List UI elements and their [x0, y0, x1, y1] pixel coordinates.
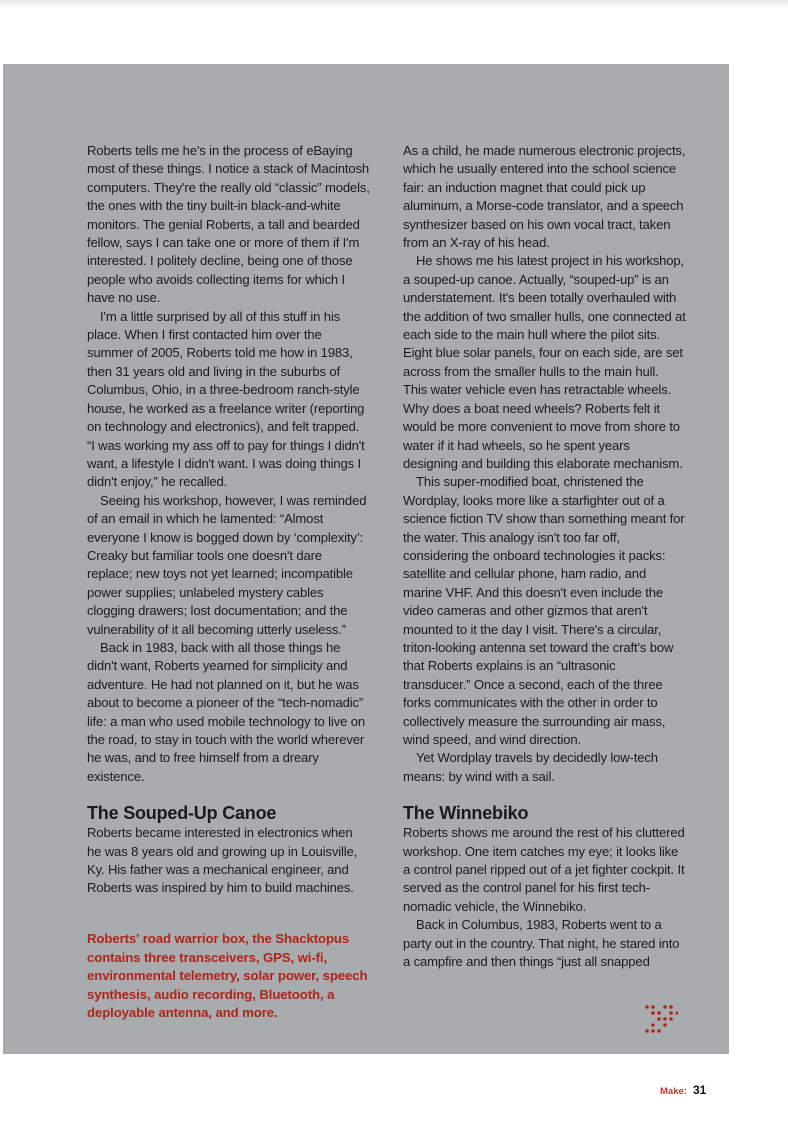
paragraph: Seeing his workshop, however, I was reminded of an email in which he lamented: “Almost everyone I know is bogged down by ‘complexity’: Creaky but familiar tools one doesn't dare replace; new toys not yet learned; incompatible power supplies; unlabeled mystery cables clogging drawers; lost documentation; and the vulnerability of it all becoming utterly useless.” — [87, 492, 367, 637]
page-number: 31 — [692, 1083, 707, 1097]
paragraph: Back in Columbus, 1983, Roberts went to a party out in the country. That night, he stared into a campfire and then things “just all snapped — [403, 917, 680, 970]
paragraph: Roberts tells me he's in the process of eBaying most of these things. I notice a stack of Macintosh computers. They're the really old “classic” models, the ones with the tiny built-in black-and-white monitors. The genial Roberts, a tall and bearded fellow, says I can take one or more of them if I'm interested. I politely decline, being one of those people who avoids collecting items for which I have no use. — [87, 143, 370, 306]
paragraph: This super-modified boat, christened the Wordplay, looks more like a starfighter out of a science fiction TV show than something meant for the water. This analogy isn't too far off, considering the onboard technologies it packs: satellite and cellular phone, ham radio, and marine VHF. And this doesn't even include the video cameras and other gizmos that aren't mounted to it the day I visit. There's a circular, triton-looking antenna set toward the craft's bow that Roberts explains is an “ultrasonic transducer.” Once a second, each of the three forks communicates with the other in order to collectively measure the surrounding air mass, wind speed, and wind direction. — [403, 474, 685, 747]
paragraph: Roberts became interested in electronics when he was 8 years old and growing up in Louisville, Ky. His father was a mechanical engineer, and Roberts was inspired by him to build machines. — [87, 825, 358, 896]
left-column — [87, 142, 370, 898]
brand-logo: Make: — [660, 1086, 687, 1097]
page-footer — [660, 1083, 706, 1097]
scan-edge — [0, 0, 788, 8]
paragraph: He shows me his latest project in his workshop, a souped-up canoe. Actually, “souped-up” is an understatement. It's been totally overhauled with the addition of two smaller hulls, one connected at each side to the main hull where the pilot sits. Eight blue solar panels, four on each side, are set across from the smaller hulls to the main hull. This water vehicle even has retractable wheels. Why does a boat need wheels? Roberts felt it would be more convenient to move from shore to water if it had wheels, so he spent years designing and building this elaborate mechanism. — [403, 253, 686, 471]
photo-caption: Roberts' road warrior box, the Shacktopus contains three transceivers, GPS, wi-fi, environmental telemetry, solar power, speech synthesis, audio recording, Bluetooth, a deployable antenna, and more. — [87, 931, 368, 1020]
paragraph: As a child, he made numerous electronic projects, which he usually entered into the school science fair: an induction magnet that could pick up aluminum, a Morse-code translator, and a speech synthesizer based on his own vocal tract, taken from an X-ray of his head. — [403, 143, 686, 251]
paragraph: Yet Wordplay travels by decidedly low-tech means: by wind with a sail. — [403, 750, 658, 784]
right-column — [403, 142, 686, 971]
paragraph: Back in 1983, back with all those things he didn't want, Roberts yearned for simplicity and adventure. He had not planned on it, but he was about to become a pioneer of the “tech-nomadic” life: a man who used mobile technology to live on the road, to stay in touch with the world wherever he was, and to free himself from a dreary existence. — [87, 639, 365, 784]
continue-dots-icon — [644, 1004, 678, 1034]
paragraph: I'm a little surprised by all of this stuff in his place. When I first contacted him over the summer of 2005, Roberts told me how in 1983, then 31 years old and living in the suburbs of Columbus, Ohio, in a three-bedroom ranch-style house, he worked as a freelance writer (reporting on technology and electronics), and felt trapped. — [87, 308, 365, 435]
section-heading: The Winnebiko — [403, 803, 529, 824]
section-heading: The Souped-Up Canoe — [87, 803, 277, 824]
paragraph: Roberts shows me around the rest of his cluttered workshop. One item catches my eye; it looks like a control panel ripped out of a jet fighter cockpit. It served as the control panel for his first tech-nomadic vehicle, the Winnebiko. — [403, 825, 685, 914]
paragraph: “I was working my ass off to pay for things I didn't want, a lifestyle I didn't want. I was doing things I didn't enjoy,” he recalled. — [87, 437, 365, 490]
